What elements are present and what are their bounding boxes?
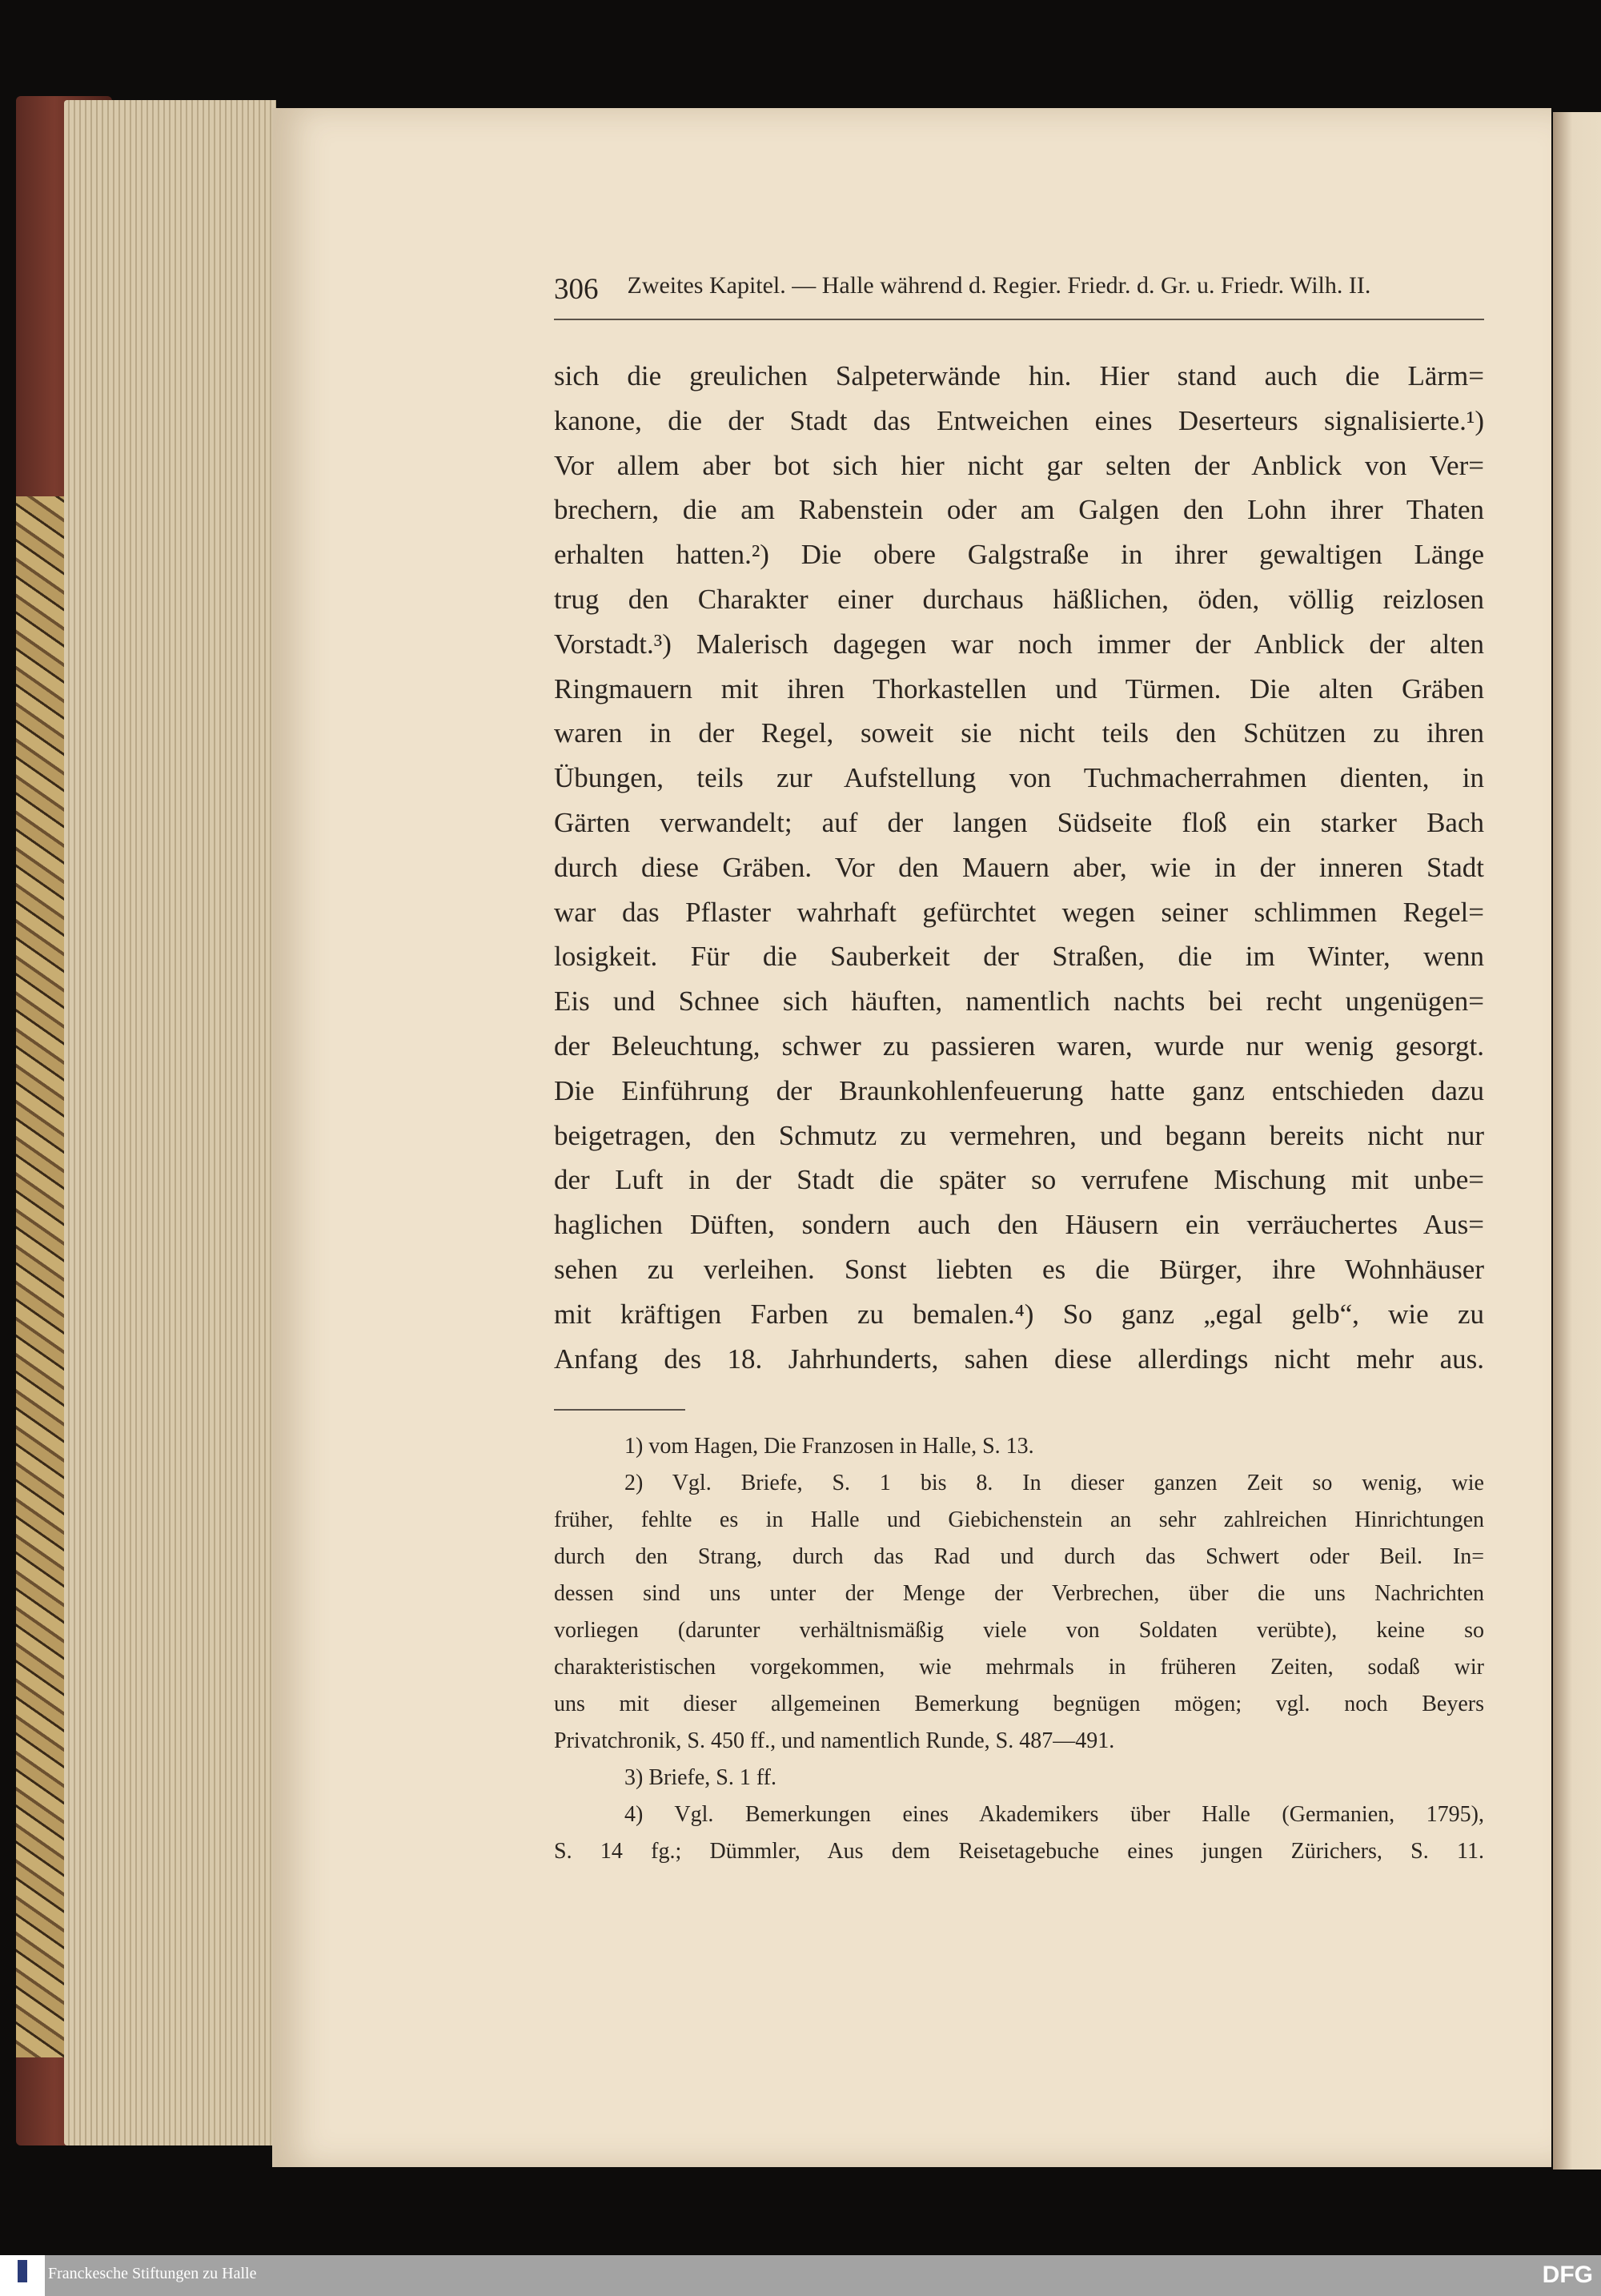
footnote-line: früher, fehlte es in Halle und Giebichenstein an sehr zahlreichen Hinrichtungen [554,1507,1484,1532]
page-edges [64,100,276,2145]
footnote-line: durch den Strang, durch das Rad und durch das Schwert oder Beil. In= [554,1544,1484,1569]
marbled-endpaper [16,496,64,2057]
footnote-line: S. 14 fg.; Dümmler, Aus dem Reisetagebuche eines jungen Zürichers, S. 11. [554,1839,1484,1864]
body-text [554,354,1484,1381]
text-line: Vorstadt.³) Malerisch dagegen war noch immer der Anblick der alten [554,628,1484,660]
footnote-line: dessen sind uns unter der Menge der Verbrechen, über die uns Nachrichten [554,1581,1484,1606]
footnote-line: 3) Briefe, S. 1 ff. [624,1765,776,1790]
text-line: haglichen Düften, sondern auch den Häusern ein verräuchertes Aus= [554,1209,1484,1241]
footnote-line: 1) vom Hagen, Die Franzosen in Halle, S. 13. [624,1434,1034,1459]
footnote-line: 2) Vgl. Briefe, S. 1 bis 8. In dieser ganzen Zeit so wenig, wie [624,1471,1484,1495]
footnote-line: Privatchronik, S. 450 ff., und namentlich Runde, S. 487—491. [554,1728,1115,1753]
text-line: der Beleuchtung, schwer zu passieren waren, wurde nur wenig gesorgt. [554,1030,1484,1062]
text-line: waren in der Regel, soweit sie nicht teils den Schützen zu ihren [554,717,1484,749]
footnote-line: 4) Vgl. Bemerkungen eines Akademikers über Halle (Germanien, 1795), [624,1802,1484,1827]
facing-page-edge [1553,112,1601,2170]
text-line: durch diese Gräben. Vor den Mauern aber, wie in der inneren Stadt [554,851,1484,883]
text-line: Übungen, teils zur Aufstellung von Tuchmacherrahmen dienten, in [554,762,1484,794]
running-title: Zweites Kapitel. — Halle während d. Regier. Friedr. d. Gr. u. Friedr. Wilh. II. [627,272,1371,299]
francke-logo [0,2255,45,2296]
footnote-line: vorliegen (darunter verhältnismäßig viele von Soldaten verübte), keine so [554,1618,1484,1643]
running-header [554,272,1484,307]
text-line: losigkeit. Für die Sauberkeit der Straßen, die im Winter, wenn [554,941,1484,973]
text-line: Eis und Schnee sich häuften, namentlich nachts bei recht ungenügen= [554,985,1484,1018]
text-line: sehen zu verleihen. Sonst liebten es die Bürger, ihre Wohnhäuser [554,1253,1484,1285]
text-line: der Luft in der Stadt die später so verrufene Mischung mit unbe= [554,1164,1484,1196]
footnote-line: uns mit dieser allgemeinen Bemerkung begnügen mögen; vgl. noch Beyers [554,1692,1484,1716]
text-line: Vor allem aber bot sich hier nicht gar selten der Anblick von Ver= [554,449,1484,481]
footnote-rule [554,1409,685,1411]
dfg-logo: DFG [1542,2262,1593,2288]
text-line: erhalten hatten.²) Die obere Galgstraße in ihrer gewaltigen Länge [554,539,1484,571]
footnote-line: charakteristischen vorgekommen, wie mehrmals in früheren Zeiten, sodaß wir [554,1655,1484,1680]
footnotes [554,1428,1484,1870]
text-line: trug den Charakter einer durchaus häßlichen, öden, völlig reizlosen [554,583,1484,615]
text-line: beigetragen, den Schmutz zu vermehren, und begann bereits nicht nur [554,1119,1484,1151]
viewer-footer [0,2255,1601,2296]
text-line: brechern, die am Rabenstein oder am Galgen den Lohn ihrer Thaten [554,494,1484,526]
text-line: kanone, die der Stadt das Entweichen eines Deserteurs signalisierte.¹) [554,404,1484,436]
text-line: mit kräftigen Farben zu bemalen.⁴) So ganz „egal gelb“, wie zu [554,1298,1484,1330]
institution-name: Franckesche Stiftungen zu Halle [48,2265,257,2282]
text-line: Gärten verwandelt; auf der langen Südseite floß ein starker Bach [554,806,1484,838]
text-line: sich die greulichen Salpeterwände hin. Hier stand auch die Lärm= [554,360,1484,391]
text-line: Die Einführung der Braunkohlenfeuerung hatte ganz entschieden dazu [554,1074,1484,1106]
text-line: Ringmauern mit ihren Thorkastellen und Türmen. Die alten Gräben [554,672,1484,704]
header-rule [554,319,1484,320]
text-line: war das Pflaster wahrhaft gefürchtet wegen seiner schlimmen Regel= [554,896,1484,928]
page-number: 306 [554,273,599,306]
text-line: Anfang des 18. Jahrhunderts, sahen diese allerdings nicht mehr aus. [554,1343,1484,1375]
